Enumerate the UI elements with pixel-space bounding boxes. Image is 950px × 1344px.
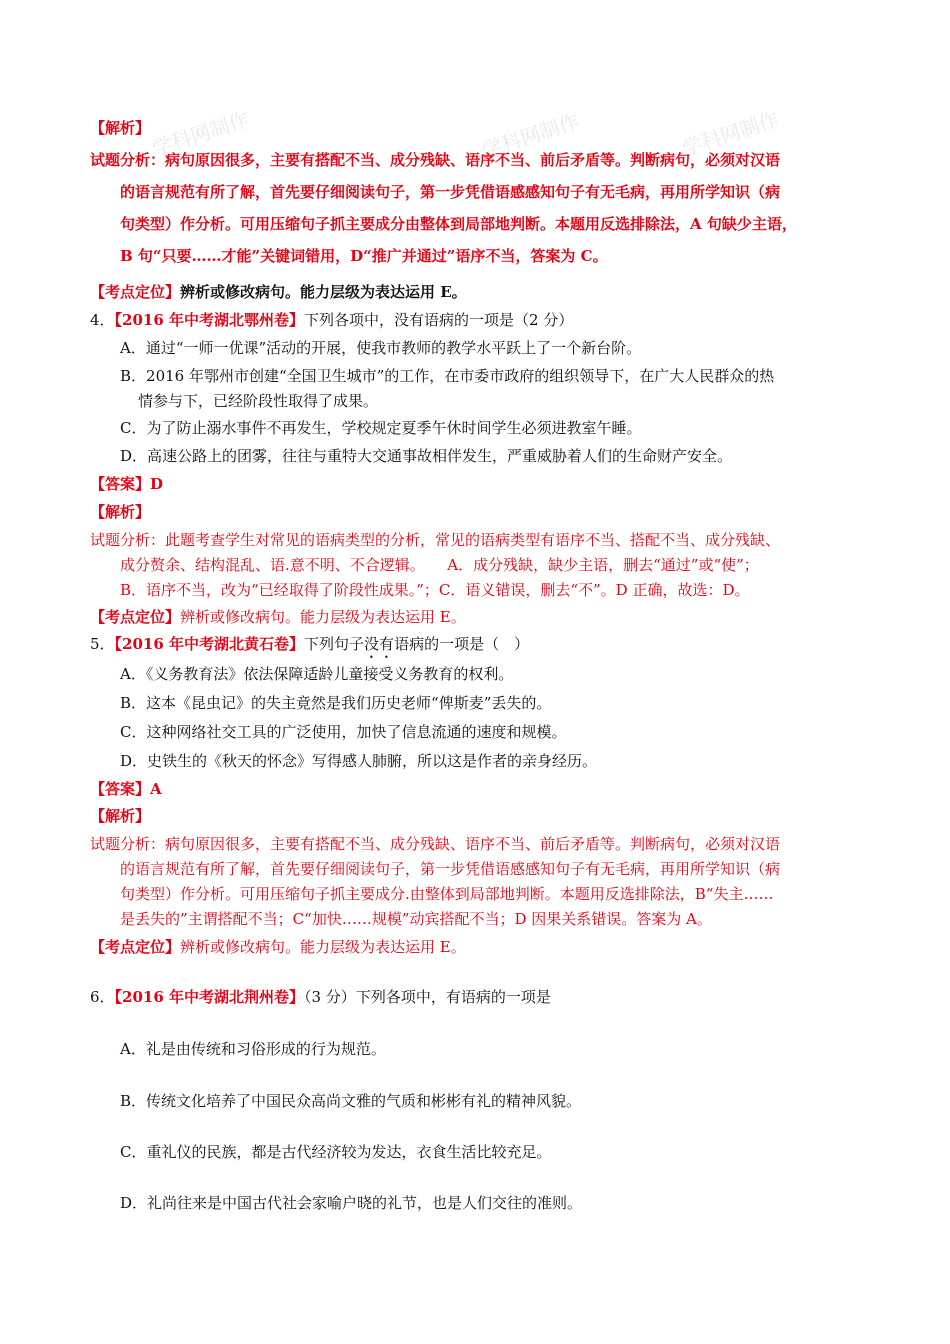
option-d: D．史铁生的《秋天的怀念》写得感人肺腑，所以这是作者的亲身经历。 <box>120 752 598 770</box>
question-5-stem <box>90 634 529 662</box>
kaodian-text: 辨析或修改病句。能力层级为表达运用 E。 <box>180 608 466 626</box>
option-c: C．重礼仪的民族，都是古代经济较为发达，衣食生活比较充足。 <box>120 1143 552 1161</box>
option-a: A．通过“一师一优课”活动的开展，使我市教师的教学水平跃上了一个新台阶。 <box>120 339 642 357</box>
analysis-line: 句类型）作分析。可用压缩句子抓主要成分由整体到局部地判断。本题用反选排除法，A 句缺少主语， <box>120 215 797 233</box>
answer-row <box>90 474 163 494</box>
question-source: 【2016 年中考湖北鄂州卷】 <box>114 311 305 329</box>
question-6-stem <box>90 987 551 1007</box>
answer-label: 【答案】 <box>90 475 151 493</box>
analysis-line: 句类型）作分析。可用压缩句子抓主要成分.由整体到局部地判断。本题用反选排除法，B“失主…… <box>120 885 774 903</box>
answer-value: A <box>150 780 162 798</box>
question-text: 下列句子 <box>304 635 365 653</box>
analysis-line: 试题分析：此题考查学生对常见的语病类型的分析，常见的语病类型有语序不当、搭配不当、成分残缺、 <box>90 531 781 549</box>
watermark: 学科网制作 <box>679 107 782 161</box>
option-a: A．礼是由传统和习俗形成的行为规范。 <box>120 1040 386 1058</box>
option-d: D．礼尚往来是中国古代社会家喻户晓的礼节，也是人们交往的准则。 <box>120 1194 583 1212</box>
kaodian-label: 【考点定位】 <box>90 608 181 626</box>
analysis-line: B 句“只要……才能”关键词错用，D“推广并通过”语序不当，答案为 C。 <box>120 247 608 265</box>
kaodian-row <box>90 937 466 957</box>
question-number: 5． <box>90 635 115 653</box>
option-c: C．为了防止溺水事件不再发生，学校规定夏季午休时间学生必须进教室午睡。 <box>120 419 642 437</box>
watermark: 学科网制作 <box>479 109 582 163</box>
kaodian-text: 辨析或修改病句。能力层级为表达运用 E。 <box>180 938 466 956</box>
answer-label: 【答案】 <box>90 780 151 798</box>
analysis-label: 【解析】 <box>90 807 151 825</box>
analysis-line: 试题分析：病句原因很多，主要有搭配不当、成分残缺、语序不当、前后矛盾等。判断病句，必须对汉语 <box>90 835 781 853</box>
question-source: 【2016 年中考湖北荆州卷】 <box>114 988 305 1006</box>
analysis-line: 是丢失的”主谓搭配不当；C“加快……规模”动宾搭配不当；D 因果关系错误。答案为 A。 <box>120 910 712 928</box>
watermark: 学科网制作 <box>149 107 252 161</box>
question-4-stem <box>90 310 573 330</box>
analysis-label: 【解析】 <box>90 503 151 521</box>
option-c: C．这种网络社交工具的广泛使用，加快了信息流通的速度和规模。 <box>120 723 567 741</box>
option-a: A．《义务教育法》依法保障适龄儿童接受义务教育的权利。 <box>120 665 514 683</box>
question-text: （3 分）下列各项中，有语病的一项是 <box>304 988 551 1006</box>
answer-row <box>90 779 162 799</box>
option-b: B．2016 年鄂州市创建“全国卫生城市”的工作，在市委市政府的组织领导下，在广大人民群众的热 <box>120 367 775 385</box>
analysis-line: B．语序不当，改为“已经取得了阶段性成果。”；C．语义错误，删去“不”。D 正确，故选：D。 <box>120 581 750 599</box>
kaodian-label: 【考点定位】 <box>90 938 181 956</box>
question-number: 4． <box>90 311 115 329</box>
option-b: B．这本《昆虫记》的失主竟然是我们历史老师“俾斯麦”丢失的。 <box>120 694 552 712</box>
kaodian-row <box>90 282 467 302</box>
analysis-label: 【解析】 <box>90 119 151 137</box>
question-text: 下列各项中，没有语病的一项是（2 分） <box>304 311 574 329</box>
option-b-continued: 情参与下，已经阶段性取得了成果。 <box>138 392 379 410</box>
answer-value: D <box>150 475 164 493</box>
kaodian-row <box>90 607 466 627</box>
analysis-line: 成分赘余、结构混乱、语.意不明、不合逻辑。 A．成分残缺，缺少主语，删去“通过”或“使”； <box>120 556 759 574</box>
emphasized-text: 没有 <box>364 635 395 653</box>
kaodian-text: 辨析或修改病句。能力层级为表达运用 E。 <box>180 283 467 301</box>
analysis-line: 的语言规范有所了解，首先要仔细阅读句子，第一步凭借语感感知句子有无毛病，再用所学知识（病 <box>120 183 781 201</box>
option-d: D．高速公路上的团雾，往往与重特大交通事故相伴发生，严重威胁着人们的生命财产安全。 <box>120 447 733 465</box>
question-number: 6． <box>90 988 115 1006</box>
analysis-line: 的语言规范有所了解，首先要仔细阅读句子，第一步凭借语感感知句子有无毛病，再用所学知识（病 <box>120 860 781 878</box>
question-text: 语病的一项是（ ） <box>394 635 530 653</box>
analysis-line: 试题分析：病句原因很多，主要有搭配不当、成分残缺、语序不当、前后矛盾等。判断病句，必须对汉语 <box>90 151 781 169</box>
option-b: B．传统文化培养了中国民众高尚文雅的气质和彬彬有礼的精神风貌。 <box>120 1092 582 1110</box>
kaodian-label: 【考点定位】 <box>90 283 181 301</box>
question-source: 【2016 年中考湖北黄石卷】 <box>114 635 305 653</box>
